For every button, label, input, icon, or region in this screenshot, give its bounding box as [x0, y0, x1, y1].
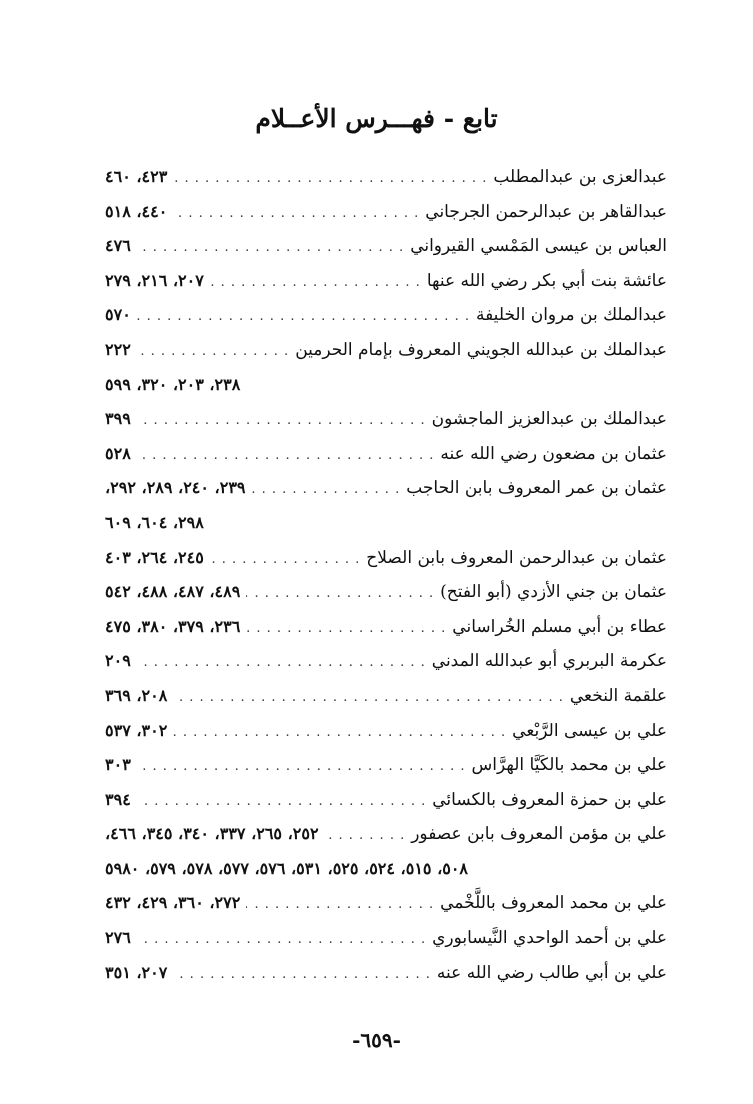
entry-pages: ٤٧٦	[105, 236, 131, 256]
dot-leader	[137, 785, 426, 820]
entry-pages: ٣٩٤	[105, 789, 131, 809]
entry-name: عثمان بن مضعون رضي الله عنه	[440, 443, 667, 464]
entry-pages: ٥٧٠	[105, 305, 131, 325]
entry-pages: ٤٢٣، ٤٦٠	[105, 167, 168, 186]
entry-pages: ٢٤٥، ٢٦٤، ٤٠٣	[105, 547, 204, 567]
dot-leader	[210, 266, 421, 301]
index-entry	[105, 471, 667, 506]
index-entry	[105, 541, 667, 576]
entry-pages: ٢٥٢، ٢٦٥، ٣٣٧، ٣٤٠، ٣٤٥، ٤٦٦،	[105, 824, 319, 844]
dot-leader	[137, 646, 426, 681]
dot-leader	[210, 543, 360, 578]
index-entry	[105, 783, 667, 818]
page-title: تابع - فهـــرس الأعــلام	[255, 104, 498, 133]
index-entry	[105, 644, 667, 679]
index-entry	[105, 956, 667, 991]
dot-leader	[246, 888, 434, 923]
index-entry	[105, 298, 667, 333]
index-entry-continuation	[105, 852, 667, 887]
dot-leader	[246, 577, 434, 612]
index-entry	[105, 402, 667, 437]
entry-pages: ٢٠٩	[105, 651, 131, 671]
entry-name: علي بن محمد بالكَيَّا الهرَّاس	[471, 755, 667, 776]
index-entry	[105, 714, 667, 749]
dot-leader	[137, 404, 426, 439]
entry-pages: ٢٠٧، ٢١٦، ٢٧٩	[105, 270, 204, 290]
page-number: -٦٥٩-	[352, 1028, 401, 1052]
entry-name: عطاء بن أبي مسلم الخُراساني	[452, 616, 667, 637]
dot-leader	[137, 923, 426, 958]
index-entry-continuation	[105, 368, 667, 403]
entry-pages: ٥٢٨	[105, 443, 131, 463]
dot-leader	[173, 716, 506, 751]
entry-name: عبدالملك بن مروان الخليفة	[475, 305, 667, 326]
entry-pages: ٢٣٨، ٢٠٣، ٣٢٠، ٥٩٩	[105, 374, 241, 394]
dot-leader	[325, 819, 406, 854]
dot-leader	[173, 681, 564, 716]
entry-pages: ٢٩٨، ٦٠٤، ٦٠٩	[105, 512, 204, 532]
entry-name: العباس بن عيسى المَمْسي القيرواني	[410, 236, 667, 257]
entry-name: عثمان بن عبدالرحمن المعروف بابن الصلاح	[366, 547, 667, 568]
entry-pages: ٤٨٩، ٤٨٧، ٤٨٨، ٥٤٢	[105, 582, 241, 602]
dot-leader	[137, 231, 404, 266]
index-entry	[105, 575, 667, 610]
dot-leader	[173, 162, 487, 197]
entry-pages: ٢٧٢، ٣٦٠، ٤٢٩، ٤٣٢	[105, 893, 241, 913]
entry-name: عبدالملك بن عبدالعزيز الماجشون	[431, 409, 667, 430]
entry-name: عبدالعزى بن عبدالمطلب	[493, 167, 667, 187]
dot-leader	[137, 439, 435, 474]
dot-leader	[173, 958, 431, 993]
dot-leader	[173, 197, 419, 232]
entry-name: عكرمة البربري أبو عبدالله المدني	[431, 651, 667, 672]
index-entry	[105, 229, 667, 264]
index-entry	[105, 679, 667, 714]
entry-pages: ٢٢٢	[105, 339, 131, 359]
index-entry	[105, 264, 667, 299]
entry-pages: ٢٣٩، ٢٤٠، ٢٨٩، ٢٩٢،	[105, 478, 246, 498]
entry-name: عائشة بنت أبي بكر رضي الله عنها	[426, 270, 667, 291]
entry-name: علي بن حمزة المعروف بالكسائي	[432, 789, 667, 810]
entry-pages: ٥٠٨، ٥١٥، ٥٢٤، ٥٢٥، ٥٣١، ٥٧٦، ٥٧٧، ٥٧٨، ٥٧٩، ٥٩٨٠	[105, 858, 469, 878]
entry-pages: ٢٠٨، ٣٦٩	[105, 685, 168, 705]
index-entry	[105, 610, 667, 645]
entry-pages: ٢٧٦	[105, 928, 131, 948]
entry-name: عثمان بن جني الأزدي (أبو الفتح)	[440, 582, 667, 603]
entry-pages: ٢٣٦، ٣٧٩، ٣٨٠، ٤٧٥	[105, 616, 241, 636]
dot-leader	[137, 300, 470, 335]
index-entry	[105, 817, 667, 852]
entry-name: علي بن عيسى الرَّبْعي	[512, 720, 667, 741]
entry-name: علي بن مؤمن المعروف بابن عصفور	[411, 824, 667, 845]
index-entry	[105, 195, 667, 230]
entry-pages: ٣٠٢، ٥٣٧	[105, 720, 168, 740]
entry-name: عبدالملك بن عبدالله الجويني المعروف بإمام الحرمين	[295, 339, 667, 360]
index-list	[105, 160, 667, 990]
index-entry	[105, 921, 667, 956]
entry-name: علقمة النخعي	[569, 685, 667, 706]
index-entry	[105, 748, 667, 783]
index-entry	[105, 333, 667, 368]
entry-name: علي بن محمد المعروف باللَّخْمي	[440, 893, 667, 914]
index-entry	[105, 437, 667, 472]
entry-name: علي بن أحمد الواحدي النَّيسابوري	[432, 928, 667, 949]
dot-leader	[137, 750, 466, 785]
dot-leader	[137, 335, 289, 370]
dot-leader	[252, 473, 401, 508]
index-entry	[105, 886, 667, 921]
index-entry-continuation	[105, 506, 667, 541]
entry-pages: ٤٤٠، ٥١٨	[105, 201, 168, 221]
index-entry	[105, 160, 667, 195]
entry-name: عثمان بن عمر المعروف بابن الحاجب	[406, 478, 667, 499]
entry-pages: ٣٠٣	[105, 755, 131, 775]
entry-pages: ٣٩٩	[105, 409, 131, 429]
entry-name: عبدالقاهر بن عبدالرحمن الجرجاني	[425, 201, 667, 222]
dot-leader	[246, 612, 446, 647]
entry-pages: ٢٠٧، ٣٥١	[105, 962, 168, 982]
entry-name: علي بن أبي طالب رضي الله عنه	[436, 962, 667, 983]
